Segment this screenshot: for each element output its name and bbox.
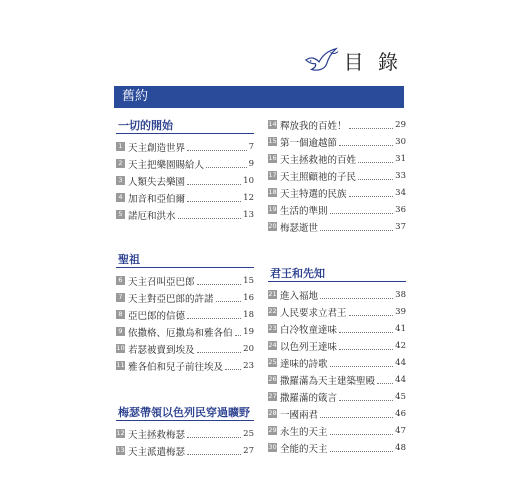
dot-leader: [320, 223, 393, 231]
toc-entry[interactable]: [116, 291, 254, 304]
toc-entry[interactable]: [116, 325, 254, 338]
chapter-title: 天主對亞巴郎的許諾: [128, 293, 214, 305]
dot-leader: [187, 177, 241, 185]
section-kings-prophets: [268, 264, 406, 458]
chapter-title: 加音和亞伯爾: [128, 193, 186, 205]
page-number: 47: [395, 425, 406, 436]
chapter-title: 天主拯救祂的百姓: [280, 154, 357, 166]
page-number: 30: [395, 136, 406, 147]
section-title: 君王和先知: [268, 264, 406, 282]
chapter-title: 天主照顧祂的子民: [280, 171, 357, 183]
page-number: 12: [243, 192, 254, 203]
toc-entry[interactable]: [268, 118, 406, 131]
dot-leader: [187, 143, 247, 151]
section-moses: [116, 403, 254, 461]
dot-leader: [349, 189, 394, 197]
chapter-number-badge: 5: [116, 210, 125, 219]
section-title: 梅瑟帶領以色列民穿過曠野: [116, 403, 254, 421]
dot-leader: [349, 308, 394, 316]
toc-entry[interactable]: [268, 441, 406, 454]
page-number: 44: [395, 357, 406, 368]
chapter-title: 天主派遣梅瑟: [128, 446, 186, 458]
chapter-title: 天主特選的民族: [280, 188, 347, 200]
toc-entry[interactable]: [268, 186, 406, 199]
toc-entry[interactable]: [268, 135, 406, 148]
chapter-number-badge: 9: [116, 327, 125, 336]
page-number: 38: [395, 289, 406, 300]
entry-list: [116, 427, 254, 457]
chapter-number-badge: 8: [116, 310, 125, 319]
page-number: 42: [395, 340, 406, 351]
page-number: 20: [243, 343, 254, 354]
page-number: 37: [395, 221, 406, 232]
page-number: 33: [395, 170, 406, 181]
page-number: 25: [243, 428, 254, 439]
chapter-title: 亞巴郎的信德: [128, 310, 186, 322]
dot-leader: [197, 277, 242, 285]
page-number: 16: [243, 292, 254, 303]
chapter-title: 人民要求立君王: [280, 307, 347, 319]
page-number: 41: [395, 323, 406, 334]
chapter-title: 永生的天主: [280, 426, 328, 438]
dot-leader: [225, 362, 241, 370]
chapter-number-badge: 24: [268, 341, 277, 349]
section-title: 一切的開始: [116, 116, 254, 134]
page-number: 45: [395, 391, 406, 402]
page-number: 19: [243, 326, 254, 337]
chapter-title: 撒羅滿為天主建築聖殿: [280, 375, 376, 387]
dot-leader: [330, 444, 394, 452]
page-number: 13: [243, 209, 254, 220]
dot-leader: [187, 194, 241, 202]
page-number: 48: [395, 442, 406, 453]
page-number: 27: [243, 445, 254, 456]
dove-icon: [302, 43, 340, 77]
page-number: 44: [395, 374, 406, 385]
chapter-title: 撒羅滿的箴言: [280, 392, 338, 404]
chapter-number-badge: 16: [268, 154, 277, 162]
chapter-number-badge: 11: [116, 361, 125, 369]
dot-leader: [358, 172, 393, 180]
chapter-title: 釋放我的百姓！: [280, 120, 347, 132]
chapter-number-badge: 20: [268, 222, 277, 230]
dot-leader: [178, 211, 242, 219]
chapter-title: 依撒格、厄撒烏和雅各伯: [128, 327, 233, 339]
toc-entry[interactable]: [268, 203, 406, 216]
chapter-title: 若瑟被賣到埃及: [128, 344, 195, 356]
toc-entry[interactable]: [116, 157, 254, 170]
toc-entry[interactable]: [116, 444, 254, 457]
chapter-title: 天主把樂園賜給人: [128, 159, 205, 171]
chapter-number-badge: 2: [116, 159, 125, 168]
chapter-number-badge: 28: [268, 409, 277, 417]
toc-entry[interactable]: [116, 427, 254, 440]
dot-leader: [197, 345, 242, 353]
chapter-number-badge: 1: [116, 142, 125, 151]
page-number: 18: [243, 309, 254, 320]
page-title: 目 錄: [343, 49, 402, 74]
page-number: 9: [248, 158, 254, 169]
section-moses-continued: [268, 118, 406, 237]
section-beginning: [116, 116, 254, 225]
dot-leader: [187, 447, 241, 455]
chapter-number-badge: 14: [268, 120, 277, 128]
chapter-number-badge: 22: [268, 307, 277, 315]
chapter-number-badge: 30: [268, 443, 277, 451]
dot-leader: [320, 291, 393, 299]
toc-entry[interactable]: [116, 140, 254, 153]
toc-entry[interactable]: [268, 169, 406, 182]
chapter-number-badge: 25: [268, 358, 277, 366]
page-number: 31: [395, 153, 406, 164]
entry-list: [116, 274, 254, 372]
chapter-title: 諾厄和洪水: [128, 210, 176, 222]
chapter-number-badge: 3: [116, 176, 125, 185]
chapter-title: 天主拯救梅瑟: [128, 429, 186, 441]
toc-entry[interactable]: [268, 356, 406, 369]
toc-entry[interactable]: [116, 208, 254, 221]
chapter-number-badge: 19: [268, 205, 277, 213]
toc-entry[interactable]: [268, 373, 406, 386]
page-number: 23: [243, 360, 254, 371]
chapter-number-badge: 26: [268, 375, 277, 383]
toc-entry[interactable]: [268, 305, 406, 318]
chapter-number-badge: 15: [268, 137, 277, 145]
dot-leader: [320, 410, 393, 418]
old-testament-banner: 舊約: [114, 86, 404, 108]
entry-list: [116, 140, 254, 221]
chapter-title: 人類失去樂園: [128, 176, 186, 188]
dot-leader: [330, 359, 394, 367]
section-title: 聖祖: [116, 250, 254, 268]
dot-leader: [377, 376, 393, 384]
page-number: 39: [395, 306, 406, 317]
page-number: 15: [243, 275, 254, 286]
chapter-title: 梅瑟逝世: [280, 222, 319, 234]
page-number: 36: [395, 204, 406, 215]
dot-leader: [339, 342, 393, 350]
dot-leader: [330, 206, 394, 214]
chapter-number-badge: 12: [116, 429, 125, 437]
toc-entry[interactable]: [116, 359, 254, 372]
dot-leader: [339, 393, 393, 401]
toc-entry[interactable]: [116, 308, 254, 321]
chapter-title: 一國兩君: [280, 409, 319, 421]
toc-entry[interactable]: [268, 424, 406, 437]
dot-leader: [187, 430, 241, 438]
chapter-number-badge: 4: [116, 193, 125, 202]
chapter-title: 生活的準則: [280, 205, 328, 217]
page-number: 10: [243, 175, 254, 186]
dot-leader: [339, 138, 393, 146]
dot-leader: [216, 294, 242, 302]
dot-leader: [358, 155, 393, 163]
chapter-number-badge: 29: [268, 426, 277, 434]
toc-entry[interactable]: [268, 322, 406, 335]
toc-entry[interactable]: [116, 174, 254, 187]
toc-header: [302, 40, 402, 80]
chapter-number-badge: 17: [268, 171, 277, 179]
toc-entry[interactable]: [116, 342, 254, 355]
page-number: 7: [248, 141, 254, 152]
toc-entry[interactable]: [116, 274, 254, 287]
page-number: 29: [395, 119, 406, 130]
chapter-number-badge: 7: [116, 293, 125, 302]
toc-entry[interactable]: [116, 191, 254, 204]
entry-list: [268, 288, 406, 454]
chapter-title: 雅各伯和兒子前往埃及: [128, 361, 224, 373]
chapter-title: 第一個逾越節: [280, 137, 338, 149]
page-number: 46: [395, 408, 406, 419]
chapter-number-badge: 23: [268, 324, 277, 332]
toc-entry[interactable]: [268, 390, 406, 403]
chapter-number-badge: 10: [116, 344, 125, 352]
chapter-number-badge: 6: [116, 276, 125, 285]
chapter-number-badge: 27: [268, 392, 277, 400]
chapter-title: 以色列王達味: [280, 341, 338, 353]
toc-entry[interactable]: [268, 152, 406, 165]
dot-leader: [187, 311, 241, 319]
page-number: 34: [395, 187, 406, 198]
chapter-title: 天主創造世界: [128, 142, 186, 154]
dot-leader: [339, 325, 393, 333]
chapter-number-badge: 21: [268, 290, 277, 298]
chapter-title: 達味的詩歌: [280, 358, 328, 370]
toc-entry[interactable]: [268, 339, 406, 352]
toc-entry[interactable]: [268, 220, 406, 233]
section-patriarchs: [116, 250, 254, 376]
chapter-title: 白冷牧童達味: [280, 324, 338, 336]
toc-entry[interactable]: [268, 407, 406, 420]
toc-entry[interactable]: [268, 288, 406, 301]
chapter-number-badge: 18: [268, 188, 277, 196]
dot-leader: [235, 328, 242, 336]
chapter-title: 全能的天主: [280, 443, 328, 455]
chapter-title: 進入福地: [280, 290, 319, 302]
chapter-number-badge: 13: [116, 446, 125, 454]
entry-list: [268, 118, 406, 233]
dot-leader: [330, 427, 394, 435]
dot-leader: [349, 121, 394, 129]
chapter-title: 天主召叫亞巴郎: [128, 276, 195, 288]
dot-leader: [206, 160, 247, 168]
